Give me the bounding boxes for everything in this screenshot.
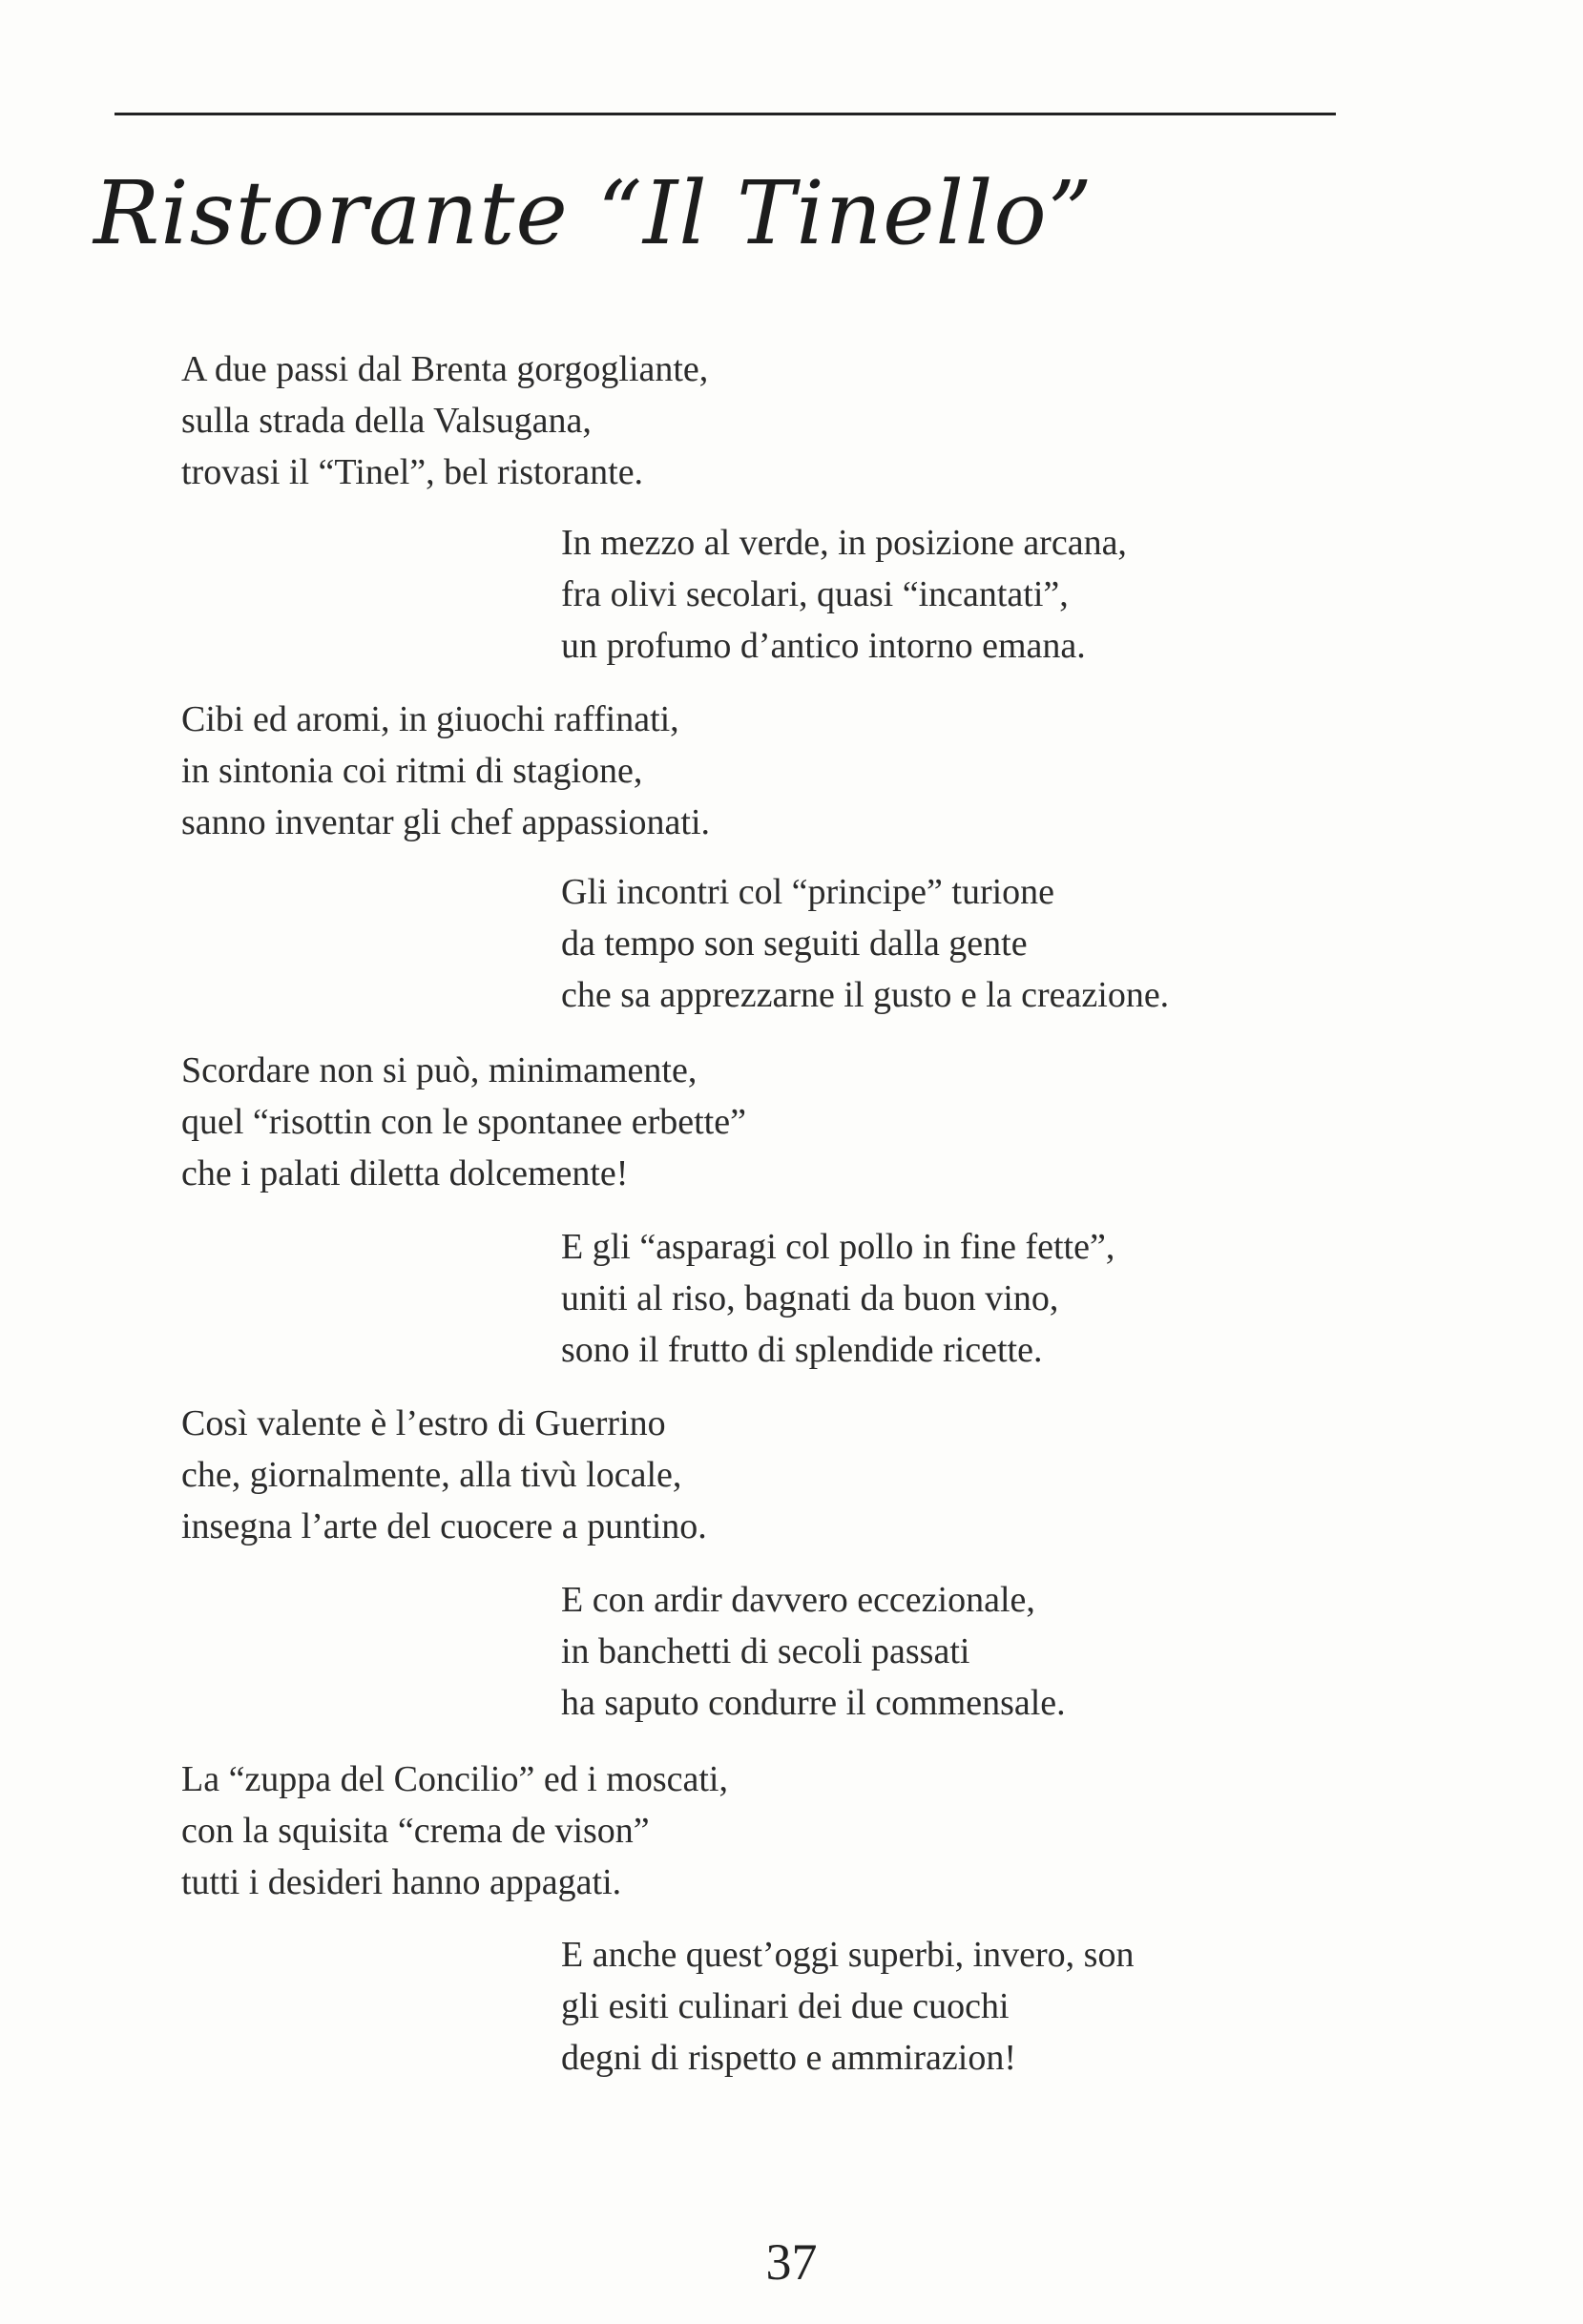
verse-line: quel “risottin con le spontanee erbette” — [181, 1102, 746, 1142]
verse-line: in sintonia coi ritmi di stagione, — [181, 751, 643, 791]
stanza-1 — [181, 343, 708, 498]
poem-title: Ristorante “Il Tinello” — [94, 162, 1094, 264]
stanza-8 — [561, 1574, 1066, 1729]
verse-line: Così valente è l’estro di Guerrino — [181, 1403, 666, 1443]
verse-line: tutti i desideri hanno appagati. — [181, 1862, 622, 1902]
verse-line: insegna l’arte del cuocere a puntino. — [181, 1506, 707, 1546]
verse-line: Cibi ed aromi, in giuochi raffinati, — [181, 699, 679, 739]
stanza-10 — [561, 1929, 1134, 2084]
stanza-6 — [561, 1221, 1114, 1376]
verse-line: fra olivi secolari, quasi “incantati”, — [561, 574, 1069, 614]
verse-line: Gli incontri col “principe” turione — [561, 872, 1055, 912]
verse-line: gli esiti culinari dei due cuochi — [561, 1986, 1010, 2026]
verse-line: La “zuppa del Concilio” ed i moscati, — [181, 1759, 728, 1799]
verse-line: degni di rispetto e ammirazion! — [561, 2038, 1016, 2078]
stanza-3 — [181, 694, 710, 848]
verse-line: E gli “asparagi col pollo in fine fette”, — [561, 1227, 1115, 1267]
verse-line: trovasi il “Tinel”, bel ristorante. — [181, 452, 644, 492]
verse-line: che i palati diletta dolcemente! — [181, 1153, 629, 1193]
stanza-2 — [561, 517, 1127, 672]
verse-line: sanno inventar gli chef appassionati. — [181, 802, 711, 842]
verse-line: sono il frutto di splendide ricette. — [561, 1330, 1043, 1370]
verse-line: in banchetti di secoli passati — [561, 1631, 970, 1671]
stanza-7 — [181, 1398, 707, 1552]
stanza-4 — [561, 866, 1169, 1021]
verse-line: un profumo d’antico intorno emana. — [561, 626, 1086, 666]
top-rule — [115, 113, 1336, 115]
verse-line: A due passi dal Brenta gorgogliante, — [181, 349, 709, 389]
verse-line: E con ardir davvero eccezionale, — [561, 1580, 1035, 1620]
page-number: 37 — [765, 2233, 818, 2291]
verse-line: Scordare non si può, minimamente, — [181, 1050, 698, 1090]
verse-line: che sa apprezzarne il gusto e la creazione. — [561, 975, 1170, 1015]
verse-line: E anche quest’oggi superbi, invero, son — [561, 1935, 1135, 1975]
verse-line: In mezzo al verde, in posizione arcana, — [561, 523, 1127, 563]
stanza-5 — [181, 1045, 746, 1199]
verse-line: sulla strada della Valsugana, — [181, 401, 592, 441]
verse-line: da tempo son seguiti dalla gente — [561, 923, 1028, 964]
verse-line: uniti al riso, bagnati da buon vino, — [561, 1278, 1059, 1318]
stanza-9 — [181, 1753, 728, 1908]
verse-line: ha saputo condurre il commensale. — [561, 1683, 1066, 1723]
verse-line: che, giornalmente, alla tivù locale, — [181, 1455, 682, 1495]
verse-line: con la squisita “crema de vison” — [181, 1811, 650, 1851]
